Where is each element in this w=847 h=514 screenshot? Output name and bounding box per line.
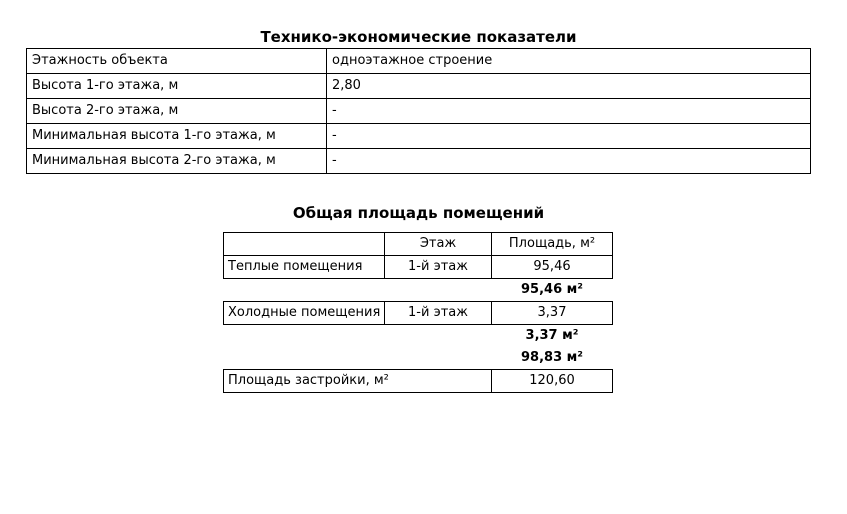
area-table (223, 232, 613, 393)
cold-rooms-floor: 1-й этаж (385, 302, 492, 325)
row-value: - (327, 149, 811, 174)
row-label: Высота 2-го этажа, м (27, 99, 327, 124)
row-label: Этажность объекта (27, 49, 327, 74)
tech-indicators-table (26, 48, 811, 174)
row-label: Высота 1-го этажа, м (27, 74, 327, 99)
cold-rooms-label: Холодные помещения (224, 302, 385, 325)
warm-rooms-area: 95,46 (492, 256, 613, 279)
row-label: Минимальная высота 2-го этажа, м (27, 149, 327, 174)
grand-total-row (224, 347, 613, 370)
row-value: одноэтажное строение (327, 49, 811, 74)
cold-rooms-area: 3,37 (492, 302, 613, 325)
warm-subtotal: 95,46 м² (521, 282, 583, 297)
row-value: - (327, 99, 811, 124)
warm-rooms-floor: 1-й этаж (385, 256, 492, 279)
header-area-cell: Площадь, м² (492, 233, 613, 256)
row-value: - (327, 124, 811, 149)
table-row (27, 124, 811, 149)
warm-rooms-label: Теплые помещения (224, 256, 385, 279)
table-row-warm (224, 256, 613, 279)
total-area-title: Общая площадь помещений (292, 204, 545, 222)
table-header-row (224, 233, 613, 256)
footprint-value: 120,60 (492, 370, 613, 393)
header-floor-cell: Этаж (385, 233, 492, 256)
warm-subtotal-row (224, 279, 613, 302)
header-name-cell (224, 233, 385, 256)
table-row (27, 99, 811, 124)
grand-total: 98,83 м² (521, 350, 583, 365)
cold-subtotal-row (224, 325, 613, 348)
row-value: 2,80 (327, 74, 811, 99)
table-row (27, 49, 811, 74)
footprint-row (224, 370, 613, 393)
tech-indicators-title: Технико-экономические показатели (260, 28, 577, 46)
row-label: Минимальная высота 1-го этажа, м (27, 124, 327, 149)
footprint-label: Площадь застройки, м² (224, 370, 492, 393)
table-row (27, 74, 811, 99)
table-row-cold (224, 302, 613, 325)
table-row (27, 149, 811, 174)
cold-subtotal: 3,37 м² (525, 328, 579, 343)
